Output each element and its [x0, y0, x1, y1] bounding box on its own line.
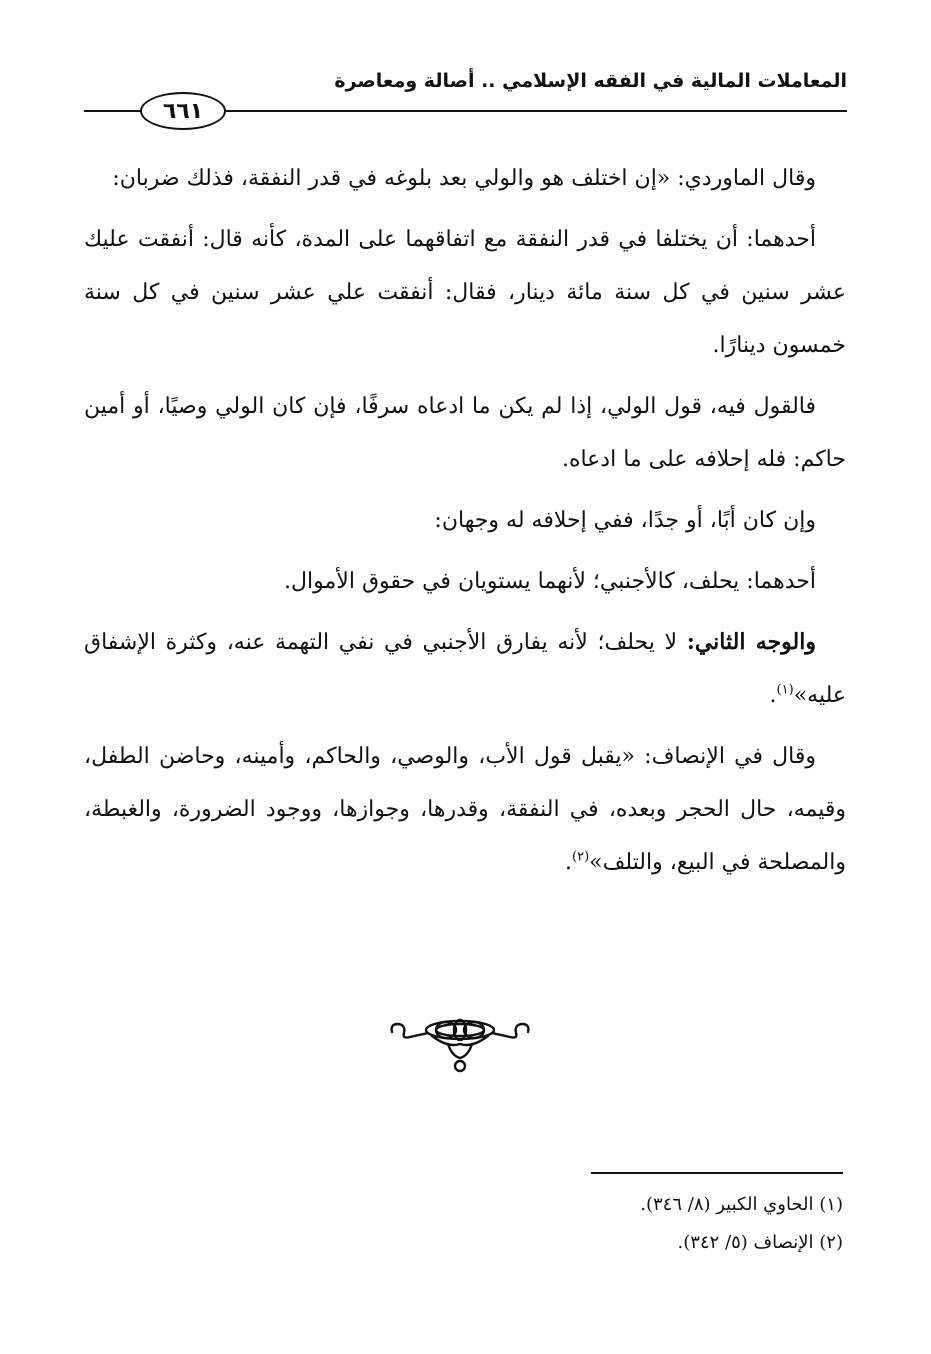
- footnote-2: (٢) الإنصاف (٥/ ٣٤٢).: [677, 1232, 843, 1253]
- main-text: [84, 152, 846, 897]
- footnote-1: (١) الحاوي الكبير (٨/ ٣٤٦).: [640, 1194, 843, 1215]
- paragraph-3: فالقول فيه، قول الولي، إذا لم يكن ما ادعاه سرفًا، فإن كان الولي وصيًا، أو أمين حاكم: فله إحلافه على ما ادعاه.: [84, 394, 846, 472]
- paragraph-4: وإن كان أبًا، أو جدًا، ففي إحلافه له وجهان:: [434, 508, 816, 533]
- paragraph-7-end: .: [565, 850, 572, 875]
- page-number: ٦٦١: [140, 92, 226, 130]
- decorative-ornament-icon: [388, 1014, 532, 1074]
- paragraph-7-text: وقال في الإنصاف: «يقبل قول الأب، والوصي، والحاكم، وأمينه، وحاضن الطفل، وقيمه، حال الحجر وبعده، في النفقة، وقدرها، وجوازها، ووجود الضرورة، والغبطة، والمصلحة في البيع، والتلف»: [84, 744, 846, 875]
- paragraph-6-lead: والوجه الثاني:: [686, 629, 816, 655]
- paragraph-6-end: .: [769, 683, 777, 708]
- paragraph-1: وقال الماوردي: «إن اختلف هو والولي بعد بلوغه في قدر النفقة، فذلك ضربان:: [112, 166, 816, 191]
- footnote-ref-1: (١): [776, 682, 794, 698]
- footnote-ref-2: (٢): [572, 849, 590, 865]
- footnote-rule: [591, 1172, 843, 1174]
- paragraph-6: [84, 616, 846, 722]
- footnotes: [343, 1186, 843, 1262]
- paragraph-7: [84, 730, 846, 889]
- paragraph-5: أحدهما: يحلف، كالأجنبي؛ لأنهما يستويان في حقوق الأموال.: [284, 569, 816, 594]
- paragraph-6-rest: لا يحلف؛ لأنه يفارق الأجنبي في نفي التهمة عنه، وكثرة الإشفاق عليه»: [84, 630, 846, 708]
- paragraph-2: أحدهما: أن يختلفا في قدر النفقة مع اتفاقهما على المدة، كأنه قال: أنفقت عليك عشر سنين في كل سنة مائة دينار، فقال: أنفقت علي عشر سنين في كل سنة خمسون دينارًا.: [84, 227, 846, 358]
- running-header-title: المعاملات المالية في الفقه الإسلامي .. أصالة ومعاصرة: [334, 70, 847, 92]
